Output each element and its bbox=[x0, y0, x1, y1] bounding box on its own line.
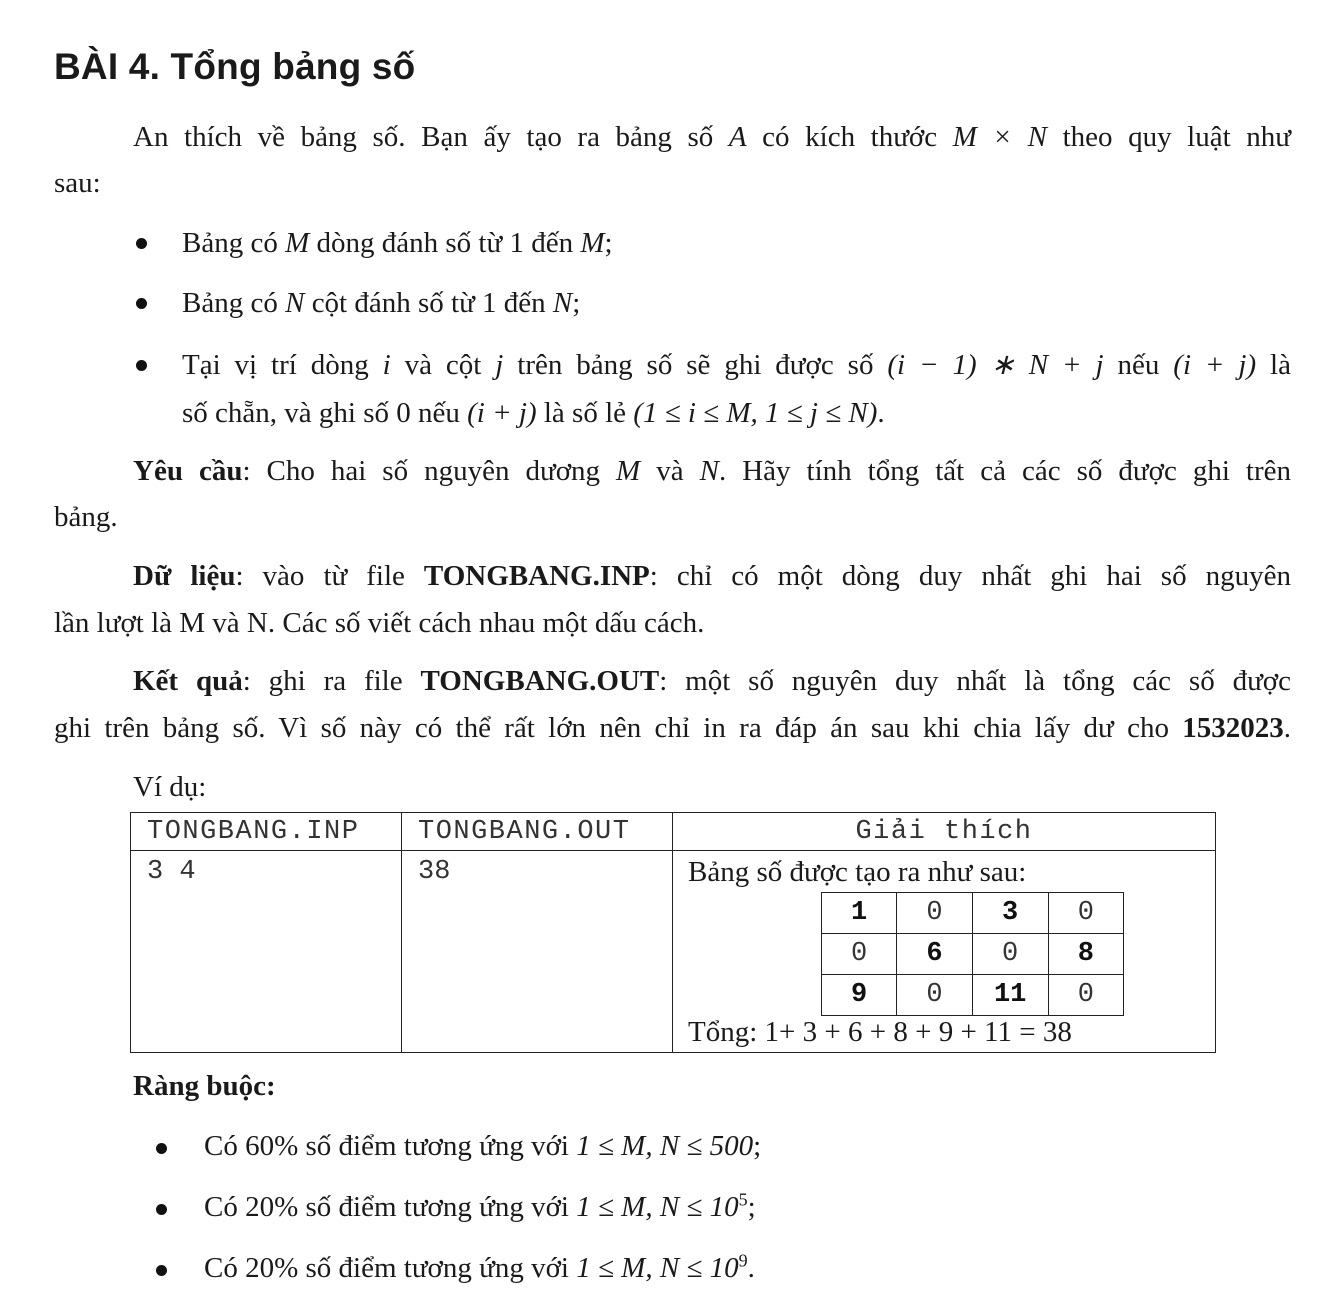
rule-columns: Bảng có N cột đánh số từ 1 đến N; bbox=[182, 287, 581, 319]
bullet-icon bbox=[136, 360, 147, 371]
grid-cell: 0 bbox=[897, 893, 972, 934]
input-line-1: Dữ liệu: vào từ file TONGBANG.INP: chỉ có một dòng duy nhất ghi hai số nguyên bbox=[133, 560, 1291, 592]
rule-cell-value-line-2: số chẵn, và ghi số 0 nếu (i + j) là số lẻ (1 ≤ i ≤ M, 1 ≤ j ≤ N). bbox=[182, 397, 885, 429]
explanation-title: Bảng số được tạo ra như sau: bbox=[688, 856, 1027, 888]
grid-cell: 11 bbox=[972, 975, 1048, 1016]
explanation-sum: Tổng: 1+ 3 + 6 + 8 + 9 + 11 = 38 bbox=[688, 1016, 1072, 1048]
grid-row bbox=[822, 975, 1124, 1016]
intro-line-2: sau: bbox=[54, 167, 101, 199]
output-line-2: ghi trên bảng số. Vì số này có thể rất lớn nên chỉ in ra đáp án sau khi chia lấy dư cho 1532023. bbox=[54, 712, 1291, 744]
example-output-value: 38 bbox=[402, 851, 673, 1053]
example-header-row bbox=[131, 813, 1216, 851]
problem-title: BÀI 4. Tổng bảng số bbox=[54, 46, 416, 87]
constraints-label: Ràng buộc: bbox=[133, 1070, 276, 1102]
grid-cell: 0 bbox=[1048, 975, 1123, 1016]
header-explanation: Giải thích bbox=[673, 813, 1216, 851]
constraint-20-a: Có 20% số điểm tương ứng với 1 ≤ M, $N \le 10^5$; bbox=[204, 1189, 756, 1223]
requirement-line-1: Yêu cầu: Cho hai số nguyên dương M và N. Hãy tính tổng tất cả các số được ghi trên bbox=[133, 455, 1291, 487]
constraint-60: Có 60% số điểm tương ứng với 1 ≤ M, N ≤ 500; bbox=[204, 1130, 762, 1162]
bullet-icon bbox=[156, 1265, 167, 1276]
example-input-value: 3 4 bbox=[131, 851, 402, 1053]
bullet-icon bbox=[156, 1143, 167, 1154]
example-label: Ví dụ: bbox=[133, 771, 207, 803]
grid-cell: 0 bbox=[972, 934, 1048, 975]
grid-cell: 6 bbox=[897, 934, 972, 975]
bullet-icon bbox=[136, 298, 147, 309]
rule-cell-value-line-1: Tại vị trí dòng i và cột j trên bảng số sẽ ghi được số (i − 1) ∗ N + j nếu (i + j) là bbox=[182, 349, 1291, 381]
example-grid bbox=[821, 892, 1124, 1016]
bullet-icon bbox=[156, 1204, 167, 1215]
rule-rows: Bảng có M dòng đánh số từ 1 đến M; bbox=[182, 227, 613, 259]
intro-line-1: An thích về bảng số. Bạn ấy tạo ra bảng số A có kích thước M × N theo quy luật như bbox=[133, 121, 1291, 153]
header-input-file: TONGBANG.INP bbox=[131, 813, 402, 851]
constraint-20-b: Có 20% số điểm tương ứng với 1 ≤ M, $N \le 10^9$. bbox=[204, 1250, 755, 1284]
bullet-icon bbox=[136, 238, 147, 249]
input-line-2: lần lượt là M và N. Các số viết cách nhau một dấu cách. bbox=[54, 607, 705, 639]
header-output-file: TONGBANG.OUT bbox=[402, 813, 673, 851]
grid-cell: 0 bbox=[1048, 893, 1123, 934]
grid-cell: 8 bbox=[1048, 934, 1123, 975]
grid-row bbox=[822, 893, 1124, 934]
grid-cell: 0 bbox=[897, 975, 972, 1016]
grid-cell: 9 bbox=[822, 975, 897, 1016]
grid-cell: 3 bbox=[972, 893, 1048, 934]
grid-cell: 0 bbox=[822, 934, 897, 975]
grid-cell: 1 bbox=[822, 893, 897, 934]
grid-row bbox=[822, 934, 1124, 975]
output-line-1: Kết quả: ghi ra file TONGBANG.OUT: một số nguyên duy nhất là tổng các số được bbox=[133, 665, 1291, 697]
requirement-line-2: bảng. bbox=[54, 501, 118, 533]
